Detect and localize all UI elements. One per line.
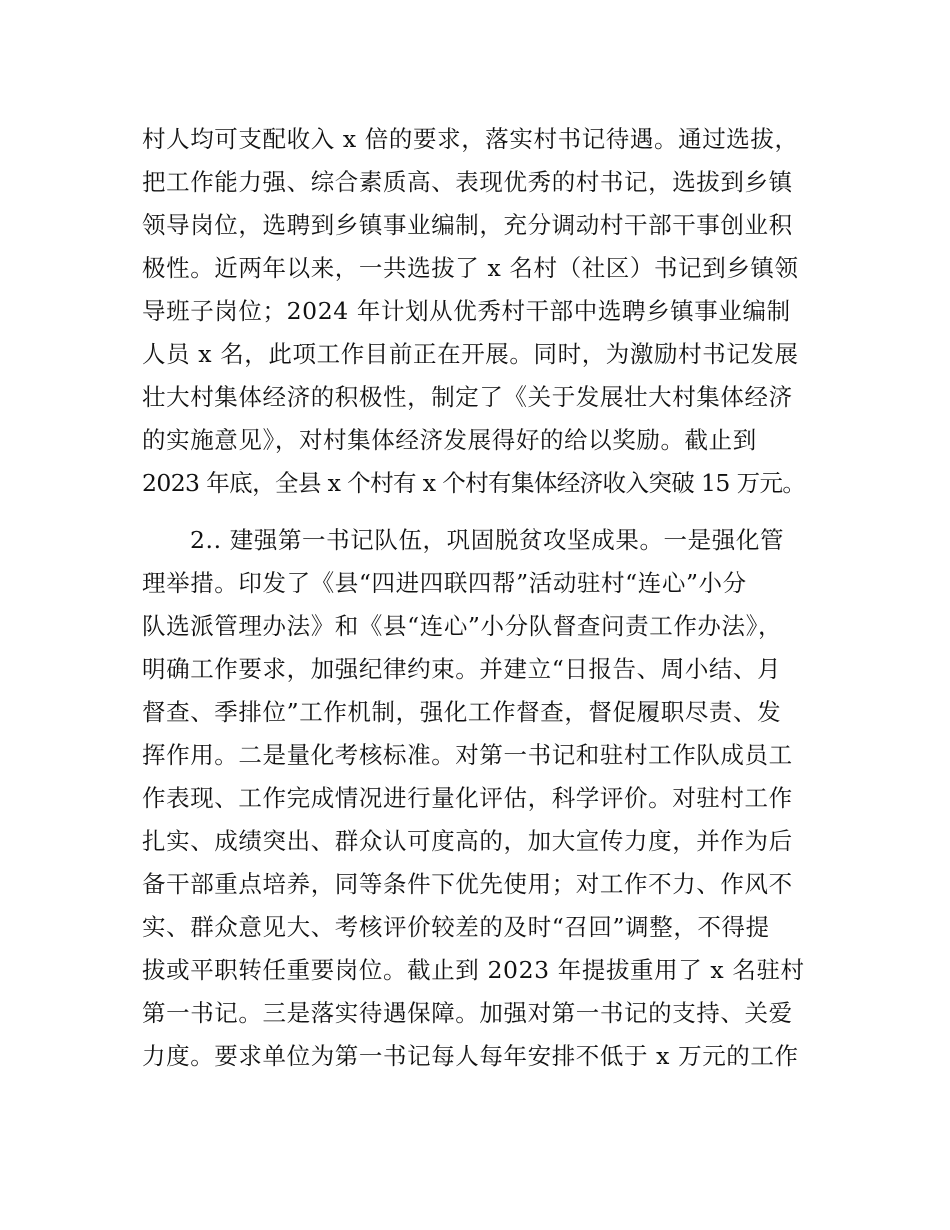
- paragraph-1-line: 把工作能力强、综合素质高、表现优秀的村书记，选拔到乡镇: [142, 168, 793, 196]
- paragraph-1-line: 村人均可支配收入 x 倍的要求，落实村书记待遇。通过选拔，: [142, 125, 799, 153]
- paragraph-2-line: 明确工作要求，加强纪律约束。并建立“日报告、周小结、月: [142, 655, 782, 683]
- paragraph-1-line: 极性。近两年以来，一共选拔了 x 名村（社区）书记到乡镇领: [142, 254, 799, 282]
- paragraph-2-line: 第一书记。三是落实待遇保障。加强对第一书记的支持、关爱: [142, 999, 793, 1027]
- paragraph-2-line: 督查、季排位”工作机制，强化工作督查，督促履职尽责、发: [142, 698, 782, 726]
- paragraph-1-line: 壮大村集体经济的积极性，制定了《关于发展壮大村集体经济: [142, 383, 793, 411]
- paragraph-1-line: 领导岗位，选聘到乡镇事业编制，充分调动村干部干事创业积: [142, 211, 793, 239]
- paragraph-2-line: 队选派管理办法》和《县“连心”小分队督查问责工作办法》，: [142, 612, 783, 640]
- paragraph-2-line: 挥作用。二是量化考核标准。对第一书记和驻村工作队成员工: [142, 741, 793, 769]
- paragraph-2-line: 力度。要求单位为第一书记每人每年安排不低于 x 万元的工作: [142, 1042, 799, 1070]
- paragraph-1-line: 导班子岗位；2024 年计划从优秀村干部中选聘乡镇事业编制: [142, 297, 791, 325]
- paragraph-1-line: 人员 x 名，此项工作目前正在开展。同时，为激励村书记发展: [142, 340, 799, 368]
- paragraph-2-line: 拔或平职转任重要岗位。截止到 2023 年提拔重用了 x 名驻村: [142, 956, 805, 984]
- paragraph-2-line: 备干部重点培养，同等条件下优先使用；对工作不力、作风不: [142, 870, 793, 898]
- paragraph-1-line: 的实施意见》，对村集体经济发展得好的给以奖励。截止到: [142, 426, 757, 454]
- paragraph-2-line: 2.. 建强第一书记队伍，巩固脱贫攻坚成果。一是强化管: [190, 526, 785, 554]
- paragraph-2-line: 扎实、成绩突出、群众认可度高的，加大宣传力度，并作为后: [142, 827, 793, 855]
- paragraph-2-line: 理举措。印发了《县“四进四联四帮”活动驻村“连心”小分: [142, 569, 747, 597]
- paragraph-2-line: 作表现、工作完成情况进行量化评估，科学评价。对驻村工作: [142, 784, 793, 812]
- paragraph-1-line: 2023 年底，全县 x 个村有 x 个村有集体经济收入突破 15 万元。: [142, 469, 806, 497]
- paragraph-2-line: 实、群众意见大、考核评价较差的及时“召回”调整，不得提: [142, 913, 770, 941]
